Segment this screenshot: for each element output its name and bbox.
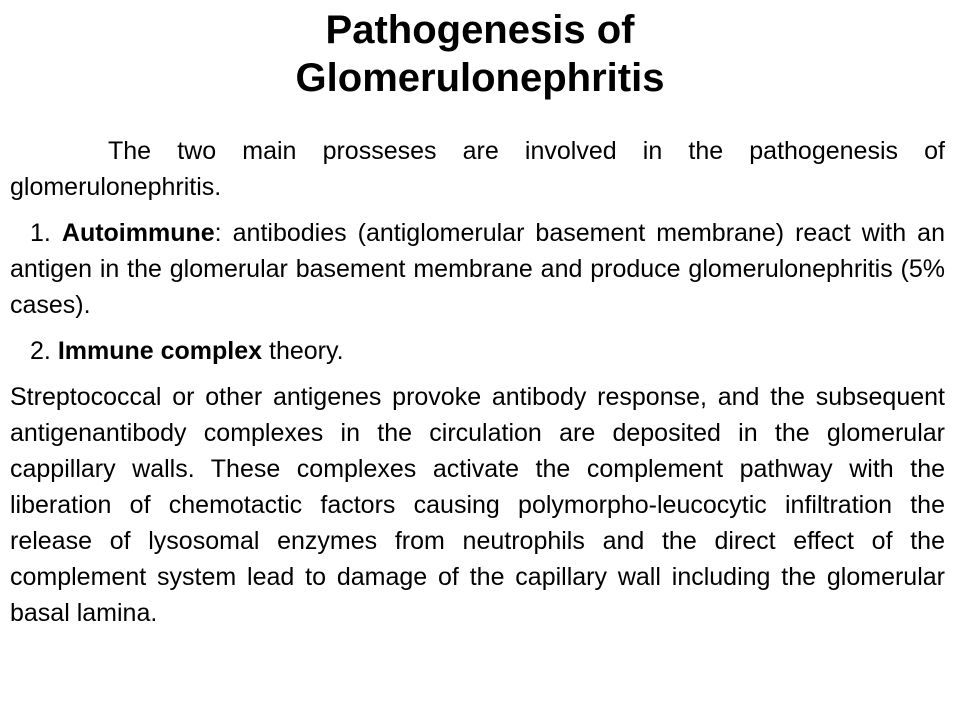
- immune-complex-paragraph: [10, 333, 945, 369]
- title-line-1: Pathogenesis of: [325, 8, 635, 52]
- streptococcal-paragraph: Streptococcal or other antigenes provoke antibody response, and the subsequent antigenantibody complexes in the circulation are deposited in the glomerular cappillary walls. These complexes activate the complement pathway with the liberation of chemotactic factors causing polymorpho-leucocytic infiltration the release of lysosomal enzymes from neutrophils and the direct effect of the complement system lead to damage of the capillary wall including the glomerular basal lamina.: [10, 383, 945, 627]
- autoimmune-paragraph: [10, 215, 945, 323]
- slide-body: [10, 133, 945, 631]
- autoimmune-number: 1.: [30, 219, 51, 247]
- intro-paragraph: The two main prosseses are involved in the pathogenesis of glomerulonephritis.: [10, 137, 945, 201]
- immune-complex-term: Immune complex: [57, 337, 263, 365]
- slide-title: [0, 6, 960, 102]
- title-line-2: Glomerulonephritis: [295, 56, 665, 100]
- immune-complex-number: 2.: [30, 337, 51, 365]
- autoimmune-text: : antibodies (antiglomerular basement membrane) react with an antigen in the glomerular basement membrane and produce glomerulonephritis (5% cases).: [10, 219, 945, 319]
- autoimmune-term: Autoimmune: [61, 219, 215, 247]
- immune-complex-text: theory.: [262, 337, 344, 365]
